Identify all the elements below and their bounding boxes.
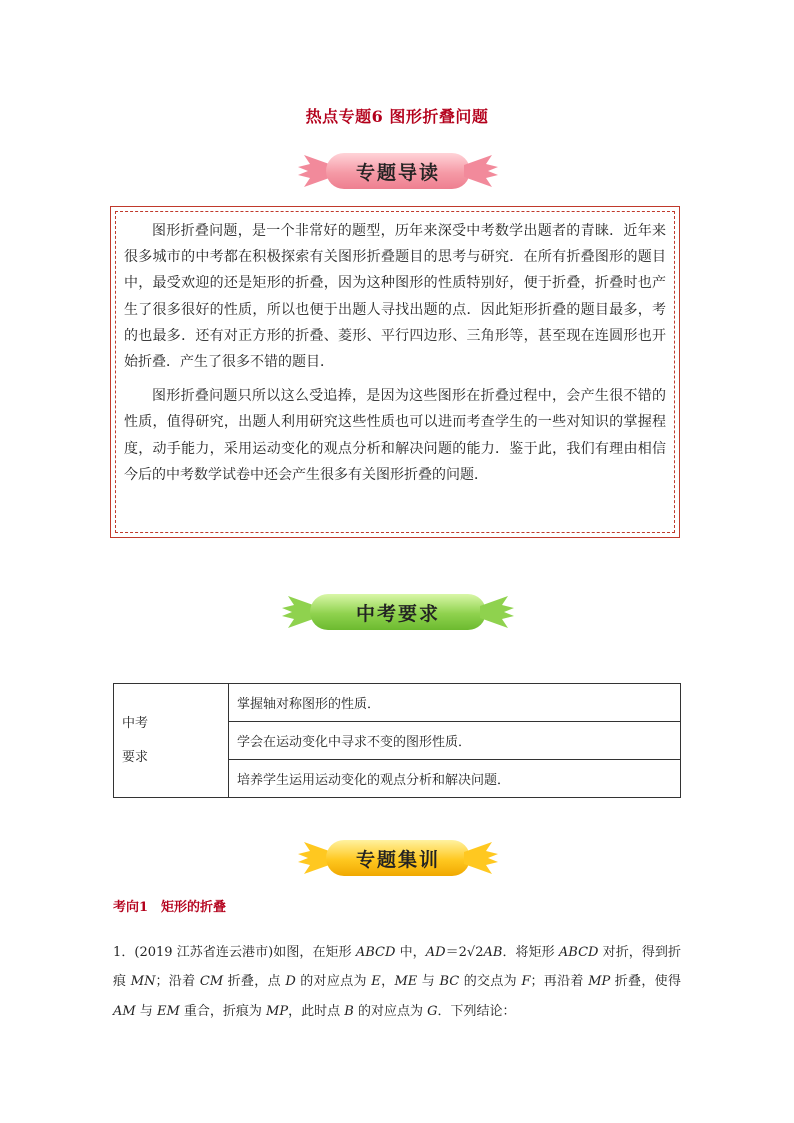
section-heading: 考向1 矩形的折叠	[113, 900, 227, 915]
candy-wrapper-right-icon	[464, 840, 498, 876]
math-symbol: G	[427, 1003, 438, 1019]
section-banner-requirements	[282, 594, 514, 630]
problem-number: 1．	[113, 944, 135, 960]
problem-text-run: ＝2	[445, 944, 467, 960]
math-symbol: ME	[394, 974, 418, 989]
requirements-label-line: 中考	[122, 715, 149, 731]
problem-text-run: 重合，折痕为	[179, 1003, 267, 1019]
banner-label: 专题导读	[326, 153, 470, 189]
problem-text	[113, 908, 681, 1026]
math-symbol: AD	[425, 944, 446, 960]
math-symbol: MN	[130, 974, 156, 989]
math-symbol: MP	[588, 974, 611, 989]
problem-text-run: 折叠，点	[223, 974, 286, 989]
candy-wrapper-right-icon	[480, 594, 514, 630]
requirement-item: 掌握轴对称图形的性质．	[229, 684, 681, 722]
requirements-label-line: 要求	[122, 749, 149, 765]
math-symbol: AM	[113, 1003, 136, 1019]
section-banner-training	[298, 840, 498, 876]
problem-text-run: 的对应点为	[295, 974, 372, 989]
problem-text-run: 与	[417, 974, 440, 989]
problem-text-run: ；沿着	[155, 974, 200, 989]
banner-label: 中考要求	[310, 594, 486, 630]
math-symbol: MP	[266, 1003, 289, 1019]
problem-text-run: ；再沿着	[530, 974, 589, 989]
math-symbol: BC	[439, 974, 460, 989]
requirements-table	[113, 683, 681, 798]
problem-text-run: 对折，得到折痕	[113, 944, 681, 989]
math-symbol: CM	[199, 974, 224, 989]
problem-text-run: 与	[135, 1003, 157, 1019]
problem-text-run: ．下列结论：	[437, 1003, 516, 1019]
sqrt-symbol: √2	[466, 944, 484, 960]
problem-text-run: 中，	[395, 944, 426, 960]
section-banner-intro	[298, 153, 498, 189]
math-symbol: EM	[156, 1003, 180, 1019]
math-symbol: AB	[483, 944, 503, 960]
page-title: 热点专题6 图形折叠问题	[305, 107, 489, 126]
problem-text-run: ．将矩形	[502, 944, 559, 960]
math-symbol: ABCD	[355, 944, 396, 960]
intro-paragraph: 图形折叠问题，是一个非常好的题型，历年来深受中考数学出题者的青睐．近年来很多城市的中考都在积极探索有关图形折叠题目的思考与研究．在所有折叠图形的题目中，最受欢迎的还是矩形的折叠，因为这种图形的性质特别好，便于折叠，折叠时也产生了很多很好的性质，所以也便于出题人寻找出题的点．因此矩形折叠的题目最多，考的也最多．还有对正方形的折叠、菱形、平行四边形、三角形等，甚至现在连圆形也开始折叠．产生了很多不错的题目．	[124, 223, 666, 371]
banner-label: 专题集训	[326, 840, 470, 876]
math-symbol: F	[521, 974, 531, 989]
candy-wrapper-right-icon	[464, 153, 498, 189]
problem-text-run: 如图，在矩形	[273, 944, 356, 960]
problem-text-run: 的交点为	[459, 974, 522, 989]
math-symbol: E	[371, 974, 381, 989]
math-symbol: ABCD	[558, 944, 599, 960]
intro-box	[110, 206, 680, 538]
math-symbol: B	[344, 1003, 354, 1019]
problem-text-run: 的对应点为	[353, 1003, 428, 1019]
problem-text-run: 折叠，使得	[610, 974, 681, 989]
intro-paragraph: 图形折叠问题只所以这么受追捧，是因为这些图形在折叠过程中，会产生很不错的性质，值得研究，出题人利用研究这些性质也可以进而考查学生的一些对知识的掌握程度，动手能力，采用运动变化的观点分析和解决问题的能力．鉴于此，我们有理由相信今后的中考数学试卷中还会产生很多有关图形折叠的问题．	[124, 388, 666, 483]
problem-source: (2019 江苏省连云港市)	[134, 944, 274, 960]
requirement-item: 学会在运动变化中寻求不变的图形性质．	[229, 722, 681, 760]
math-symbol: D	[285, 974, 296, 989]
problem-text-run: ，	[380, 974, 395, 989]
problem-text-run: ，此时点	[288, 1003, 345, 1019]
requirement-item: 培养学生运用运动变化的观点分析和解决问题．	[229, 760, 681, 798]
requirements-label-cell	[114, 684, 229, 798]
